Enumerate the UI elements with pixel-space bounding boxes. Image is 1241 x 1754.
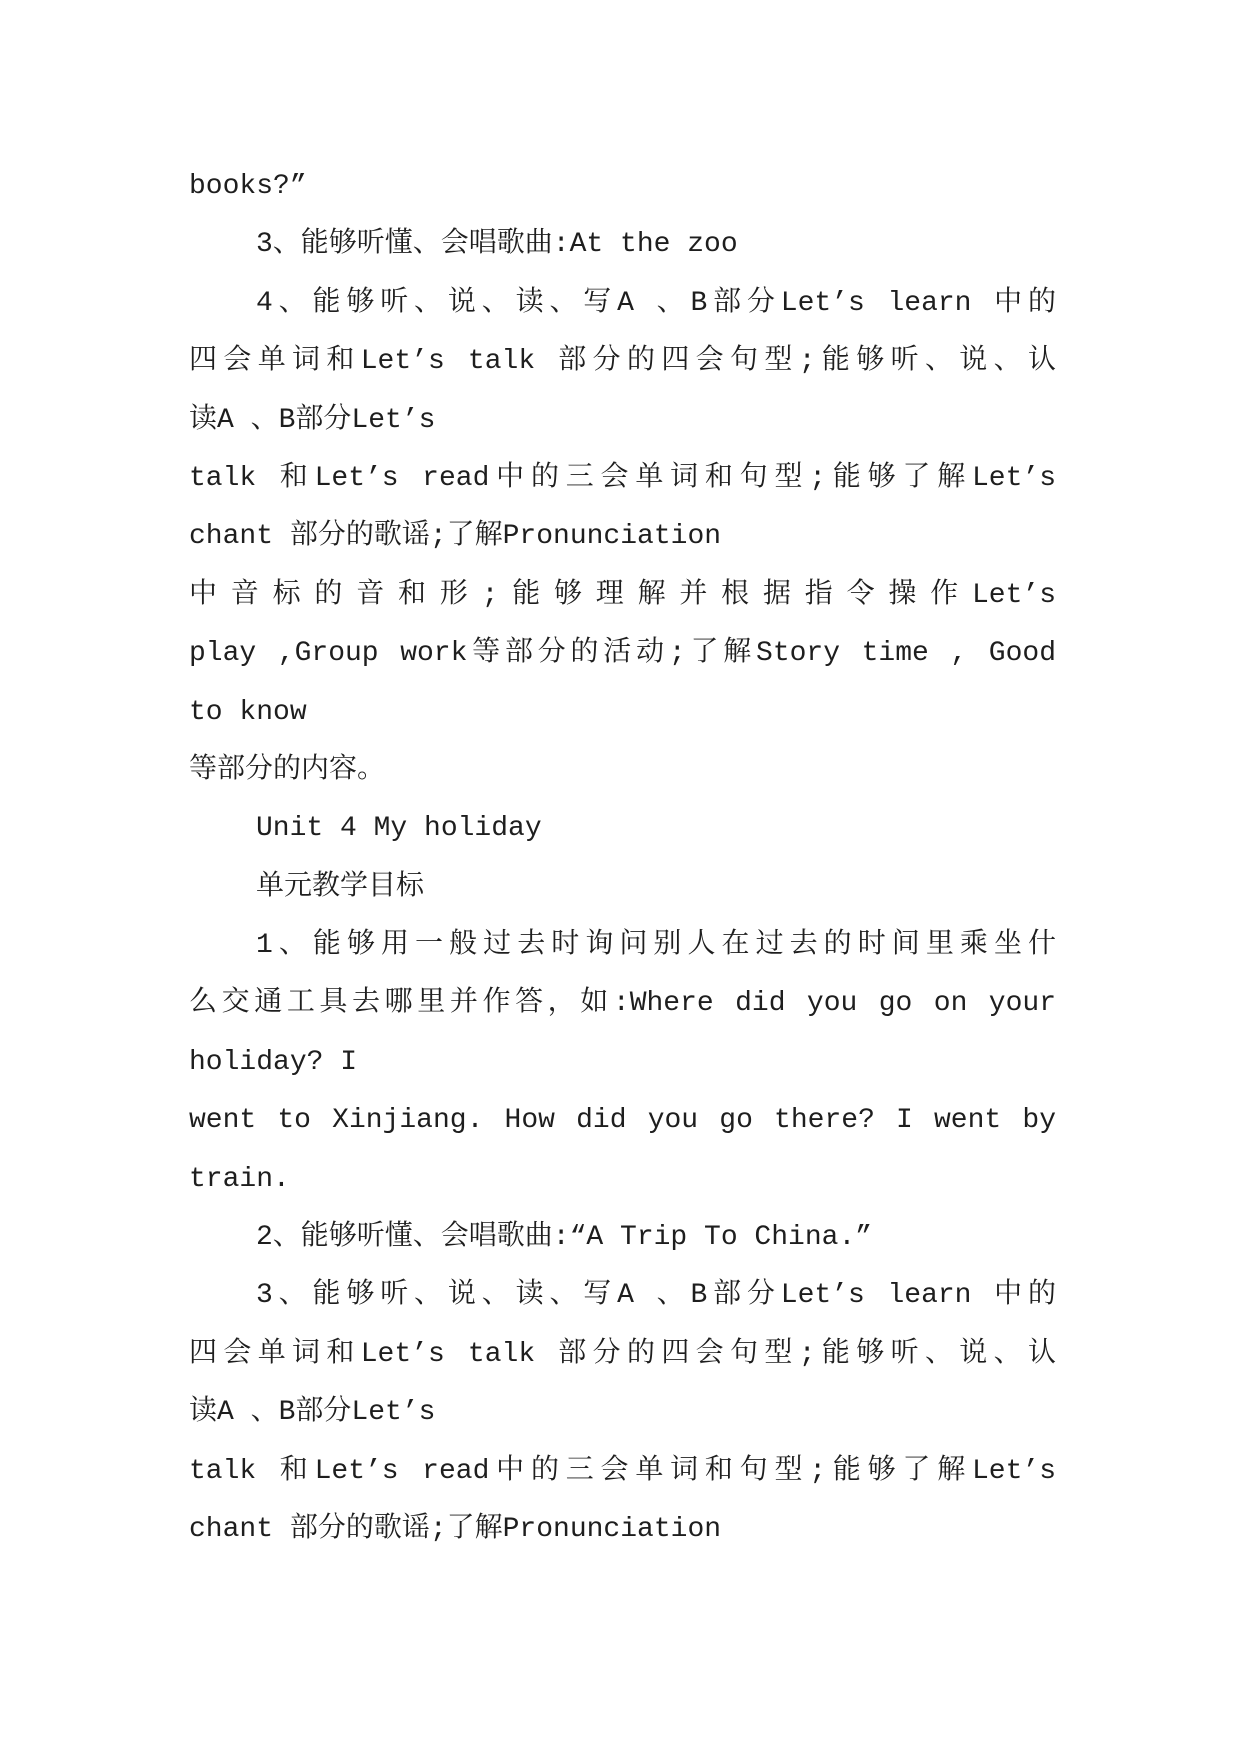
section-heading: 单元教学目标 [256,871,425,903]
text-line: 等部分的内容。 [189,754,386,786]
text-line: 读A 、B部分Let’s [189,1397,436,1429]
document-body [189,158,1056,1559]
text-line: 2、能够听懂、会唱歌曲:“A Trip To China.” [256,1222,873,1254]
text-line: 读A 、B部分Let’s [189,404,436,436]
text-line: 3、能够听、说、读、写A 、B部分Let’s learn 中的 [256,1280,1056,1312]
text-line: to know [189,696,307,728]
text-line: 3、能够听懂、会唱歌曲:At the zoo [256,229,738,261]
text-line: 1、能够用一般过去时询问别人在过去的时间里乘坐什 [256,930,1056,962]
text-line: 中音标的音和形;能够理解并根据指令操作Let’s [189,579,1056,611]
text-line: holiday? I [189,1046,358,1078]
text-line: train. [189,1163,290,1195]
text-line: chant 部分的歌谣;了解Pronunciation [189,1513,722,1545]
text-line: 么交通工具去哪里并作答，如:Where did you go on your [189,988,1056,1020]
text-line: went to Xinjiang. How did you go there? I went by [189,1105,1056,1137]
text-line: 四会单词和Let’s talk 部分的四会句型;能够听、说、认 [189,346,1056,378]
text-line: talk 和Let’s read中的三会单词和句型;能够了解Let’s [189,1455,1056,1487]
text-line: talk 和Let’s read中的三会单词和句型;能够了解Let’s [189,462,1056,494]
unit-heading: Unit 4 My holiday [256,813,542,845]
text-line: 四会单词和Let’s talk 部分的四会句型;能够听、说、认 [189,1338,1056,1370]
text-line: play ,Group work等部分的活动;了解Story time , Good [189,638,1056,670]
text-line: chant 部分的歌谣;了解Pronunciation [189,521,722,553]
text-line: books?” [189,171,307,202]
text-line: 4、能够听、说、读、写A 、B部分Let’s learn 中的 [256,287,1056,319]
